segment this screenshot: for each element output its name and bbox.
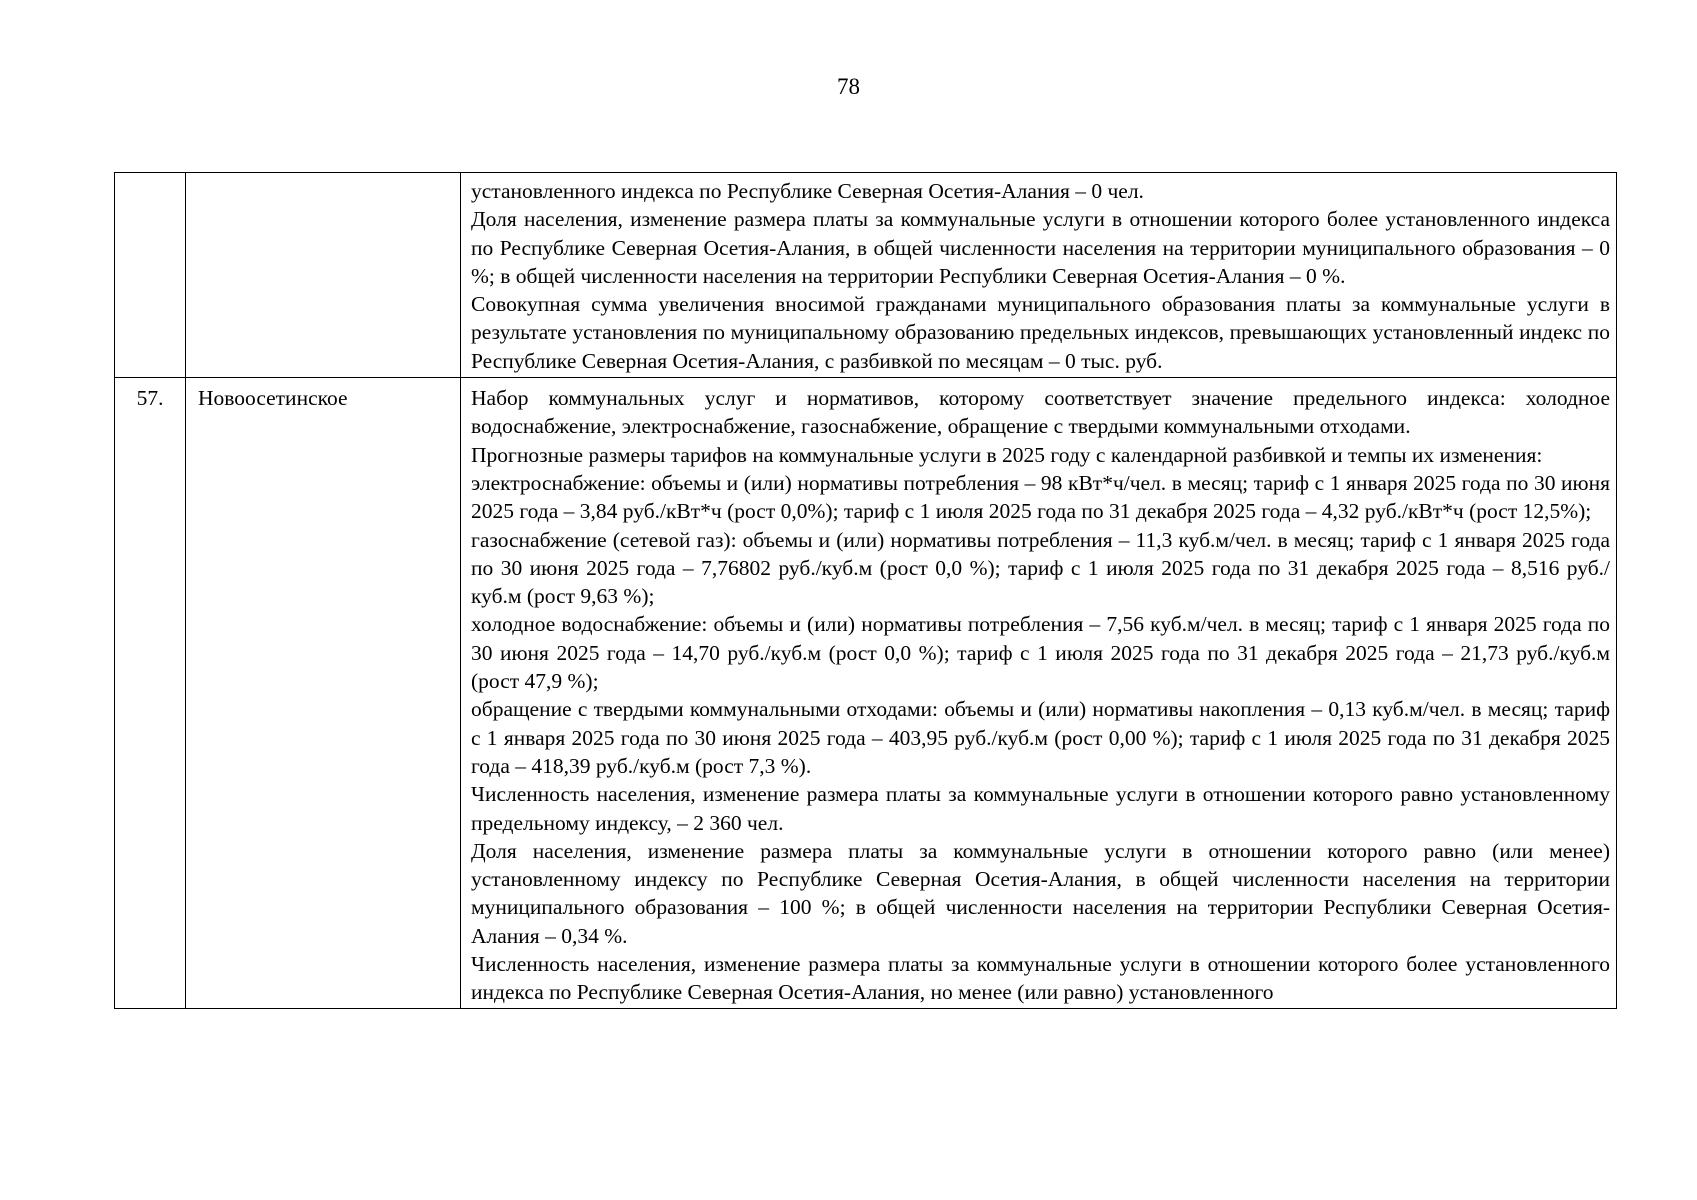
municipality-name-cell: Новоосетинское <box>186 378 461 1009</box>
data-table <box>114 172 1617 1009</box>
paragraph: Прогнозные размеры тарифов на коммунальные услуги в 2025 году с календарной разбивкой и темпы их изменения: <box>471 442 1543 467</box>
paragraph: газоснабжение (сетевой газ): объемы и (или) нормативы потребления – 11,3 куб.м/чел. в месяц; тариф с 1 января 2025 года по 30 июня 2025 года – 7,76802 руб./куб.м (рост 0,0 %); тариф с 1 июля 2025 года по 31 декабря 2025 года – 8,516 руб./куб.м (рост 9,63 %); <box>471 527 1610 609</box>
municipality-name-cell <box>186 173 461 378</box>
paragraph: Доля населения, изменение размера платы за коммунальные услуги в отношении которого равно (или менее) установленному индексу по Республике Северная Осетия-Алания, в общей численности населения на территории муниципального образования – 100 %; в общей численности населения на территории Республики Северная Осетия-Алания – 0,34 %. <box>471 838 1610 948</box>
paragraph: установленного индекса по Республике Северная Осетия-Алания – 0 чел. <box>471 179 1144 203</box>
paragraph: Набор коммунальных услуг и нормативов, которому соответствует значение предельного индекса: холодное водоснабжение, электроснабжение, газоснабжение, обращение с твердыми коммунальными отходами. <box>471 386 1610 439</box>
paragraph: электроснабжение: объемы и (или) нормативы потребления – 98 кВт*ч/чел. в месяц; тариф с 1 января 2025 года по 30 июня 2025 года – 3,84 руб./кВт*ч (рост 0,0%); тариф с 1 июля 2025 года по 31 декабря 2025 года – 4,32 руб./кВт*ч (рост 12,5%); <box>471 470 1610 524</box>
paragraph: Численность населения, изменение размера платы за коммунальные услуги в отношении которого равно установленному предельному индексу, – 2 360 чел. <box>471 782 1610 835</box>
row-number-cell: 57. <box>115 378 186 1009</box>
description-cell <box>461 378 1617 1009</box>
paragraph: Совокупная сумма увеличения вносимой гражданами муниципального образования платы за коммунальные услуги в результате установления по муниципальному образованию предельных индексов, превышающих установленный индекс по Республике Северная Осетия-Алания, с разбивкой по месяцам – 0 тыс. руб. <box>471 292 1610 373</box>
row-number-cell <box>115 173 186 378</box>
table-row <box>115 378 1617 1009</box>
description-cell <box>461 173 1617 378</box>
paragraph: Численность населения, изменение размера платы за коммунальные услуги в отношении которого более установленного индекса по Республике Северная Осетия-Алания, но менее (или равно) установленного <box>471 952 1610 1005</box>
paragraph: обращение с твердыми коммунальными отходами: объемы и (или) нормативы накопления – 0,13 куб.м/чел. в месяц; тариф с 1 января 2025 года по 30 июня 2025 года – 403,95 руб./куб.м (рост 0,00 %); тариф с 1 июля 2025 года по 31 декабря 2025 года – 418,39 руб./куб.м (рост 7,3 %). <box>471 697 1610 778</box>
page-number: 78 <box>837 74 860 99</box>
table-row <box>115 173 1617 378</box>
paragraph: Доля населения, изменение размера платы за коммунальные услуги в отношении которого более установленного индекса по Республике Северная Осетия-Алания, в общей численности населения на территории муниципального образования – 0 %; в общей численности населения на территории Республики Северная Осетия-Алания – 0 %. <box>471 207 1610 288</box>
paragraph: холодное водоснабжение: объемы и (или) нормативы потребления – 7,56 куб.м/чел. в месяц; тариф с 1 января 2025 года по 30 июня 2025 года – 14,70 руб./куб.м (рост 0,0 %); тариф с 1 июля 2025 года по 31 декабря 2025 года – 21,73 руб./куб.м (рост 47,9 %); <box>471 612 1610 694</box>
